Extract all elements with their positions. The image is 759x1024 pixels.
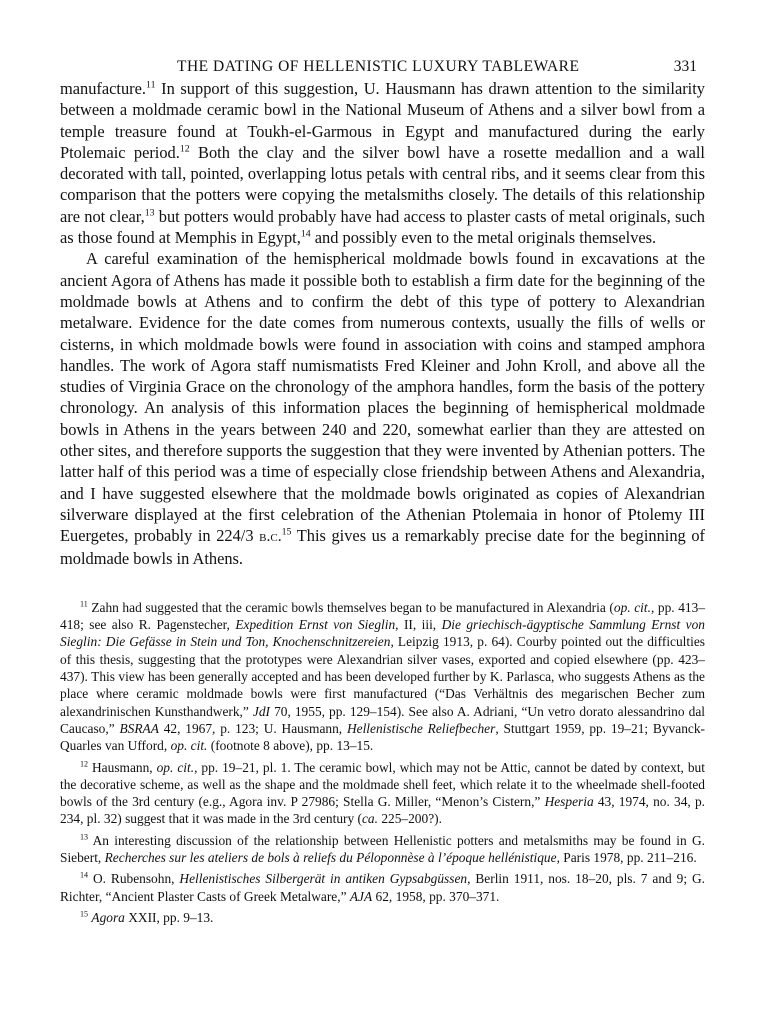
italic-run: Agora: [91, 909, 125, 925]
text-run: but potters would probably have had access to plaster casts of metal originals, such as those found at Memphis in Egypt,: [60, 206, 705, 248]
footnote-12: [60, 759, 705, 828]
page: [60, 50, 705, 930]
footnote-ref-12: 12: [179, 143, 190, 155]
footnote-15: [60, 909, 705, 926]
body-text: [60, 78, 705, 569]
footnote-ref-11: 11: [146, 79, 156, 91]
italic-run: JdI: [252, 703, 271, 719]
italic-run: Expedition Ernst von Sieglin: [235, 617, 396, 633]
text-run: and possibly even to the metal originals themselves.: [310, 228, 657, 248]
text-run: , Stuttgart 1959, pp. 19–21; Byvanck-Quarles van Ufford,: [60, 720, 705, 754]
text-run: 225–200?).: [377, 811, 442, 827]
text-run: Both the clay and the silver bowl have a rosette medallion and a wall decorated with tall, pointed, overlapping lotus petals with central ribs, and it seems clear from this comparison that the potters were copying the metalsmiths closely. The details of this relationship are not clear,: [60, 142, 705, 226]
text-run: , Leipzig 1913, p. 64). Courby pointed out the difficulties of this thesis, suggesting that the prototypes were Alexandrian silver vases, exported and copied elsewhere (pp. 423–437). This view has been generally accepted and has been developed further by K. Parlasca, who suggests Athens as the place where ceramic moldmade bowls were first manufactured (“Das Verhältnis des megarischen Becher zum alexandrinischen Kunsthandwerk,”: [60, 634, 705, 719]
paragraph-2: [60, 248, 705, 568]
text-run: A careful examination of the hemispherical moldmade bowls found in excavations at the ancient Agora of Athens has made it possible both to establish a firm date for the beginning of the moldmade bowls at Athens and to confirm the debt of this type of pottery to Alexandrian metalware. Evidence for the date comes from numerous contexts, usually the fills of wells or cisterns, in which moldmade bowls were found in association with coins and stamped amphora handles. The work of Agora staff numismatists Fred Kleiner and John Kroll, and above all the studies of Virginia Grace on the chronology of the amphora handles, form the basis of the pottery chronology. An analysis of this information places the beginning of hemispherical moldmade bowls in Athens in the years between 240 and 220, somewhat earlier than they are attested on other sites, and therefore supports the suggestion that they were invented by Athenian potters. The latter half of this period was a time of especially close friendship between Athens and Alexandria, and I have suggested elsewhere that the moldmade bowls originated as copies of Alexandrian silverware displayed at the first celebration of the Athenian Ptolemaia in honor of Ptolemy III Euergetes, probably in 224/3: [60, 249, 705, 546]
italic-run: Hellenistische Reliefbecher: [346, 720, 496, 736]
italic-run: Die griechisch-ägyptische Sammlung Ernst von Sieglin: Die Gefässe in Stein und Ton, Knochenschnitzereien: [60, 617, 706, 650]
text-run: O. Rubensohn,: [88, 871, 180, 887]
footnote-14: [60, 870, 705, 905]
footnote-13: [60, 832, 705, 867]
page-number: 331: [673, 58, 697, 75]
text-run: An interesting discussion of the relationship between Hellenistic potters and metalsmiths may be found in G. Siebert,: [60, 832, 705, 865]
italic-run: ca.: [361, 811, 378, 827]
text-run: , Berlin 1911, nos. 18–20, pls. 7 and 9; G. Richter, “Ancient Plaster Casts of Greek Metalware,”: [60, 871, 705, 904]
italic-run: op. cit.: [613, 599, 651, 615]
text-run: Hausmann,: [88, 759, 157, 775]
footnote-marker: 12: [80, 759, 89, 769]
running-title: THE DATING OF HELLENISTIC LUXURY TABLEWARE: [177, 58, 580, 75]
text-run: , Paris 1978, pp. 211–216.: [556, 849, 697, 865]
text-run: Zahn had suggested that the ceramic bowls themselves began to be manufactured in Alexandria (: [87, 599, 614, 615]
running-head: [60, 50, 705, 78]
era-abbreviation: b.c.: [259, 528, 282, 546]
text-run: 43, 1974, no. 34, p. 234, pl. 32) suggest that it was made in the 3rd century (: [60, 794, 705, 827]
footnote-11: [60, 599, 705, 755]
italic-run: Hesperia: [544, 794, 594, 810]
text-run: manufacture.: [60, 79, 147, 98]
paragraph-1: [60, 78, 705, 248]
text-run: 70, 1955, pp. 129–154). See also A. Adriani, “Un vetro dorato alessandrino dal Caucaso,”: [60, 703, 705, 736]
text-run: This gives us a remarkably precise date for the beginning of moldmade bowls in Athens.: [60, 526, 705, 568]
italic-run: BSRAA: [119, 720, 159, 736]
italic-run: AJA: [349, 888, 373, 904]
footnote-ref-14: 14: [300, 228, 311, 240]
text-run: , pp. 413–418; see also R. Pagenstecher,: [60, 599, 706, 633]
italic-run: Recherches sur les ateliers de bols à reliefs du Péloponnèse à l’époque hellénistique: [104, 849, 557, 865]
text-run: 42, 1967, p. 123; U. Hausmann,: [158, 720, 347, 736]
footnotes: [60, 599, 705, 926]
text-run: , II, iii,: [395, 617, 442, 633]
footnote-marker: 13: [80, 832, 89, 842]
footnote-ref-15: 15: [281, 526, 292, 538]
footnote-ref-13: 13: [144, 207, 155, 219]
text-run: , pp. 19–21, pl. 1. The ceramic bowl, which may not be Attic, cannot be dated by context, but the decorative scheme, as well as the shape and the moldmade shell feet, which relate it to the wheelmade shell-footed bowls of the 3rd century (e.g., Agora inv. P 27986; Stella G. Miller, “Menon’s Cistern,”: [60, 759, 705, 810]
text-run: 62, 1958, pp. 370–371.: [372, 888, 500, 904]
footnote-marker: 15: [80, 909, 89, 919]
text-run: (footnote 8 above), pp. 13–15.: [207, 738, 374, 754]
italic-run: Hellenistisches Silbergerät in antiken Gypsabgüssen: [179, 871, 468, 887]
text-run: In support of this suggestion, U. Hausmann has drawn attention to the similarity between a moldmade ceramic bowl in the National Museum of Athens and a silver bowl from a temple treasure found at Toukh-el-Garmous in Egypt and manufactured during the early Ptolemaic period.: [60, 79, 705, 162]
footnote-marker: 14: [80, 870, 89, 880]
footnote-marker: 11: [80, 599, 88, 609]
italic-run: op. cit.: [156, 759, 195, 775]
italic-run: op. cit.: [170, 738, 208, 754]
text-run: XXII, pp. 9–13.: [124, 909, 214, 925]
